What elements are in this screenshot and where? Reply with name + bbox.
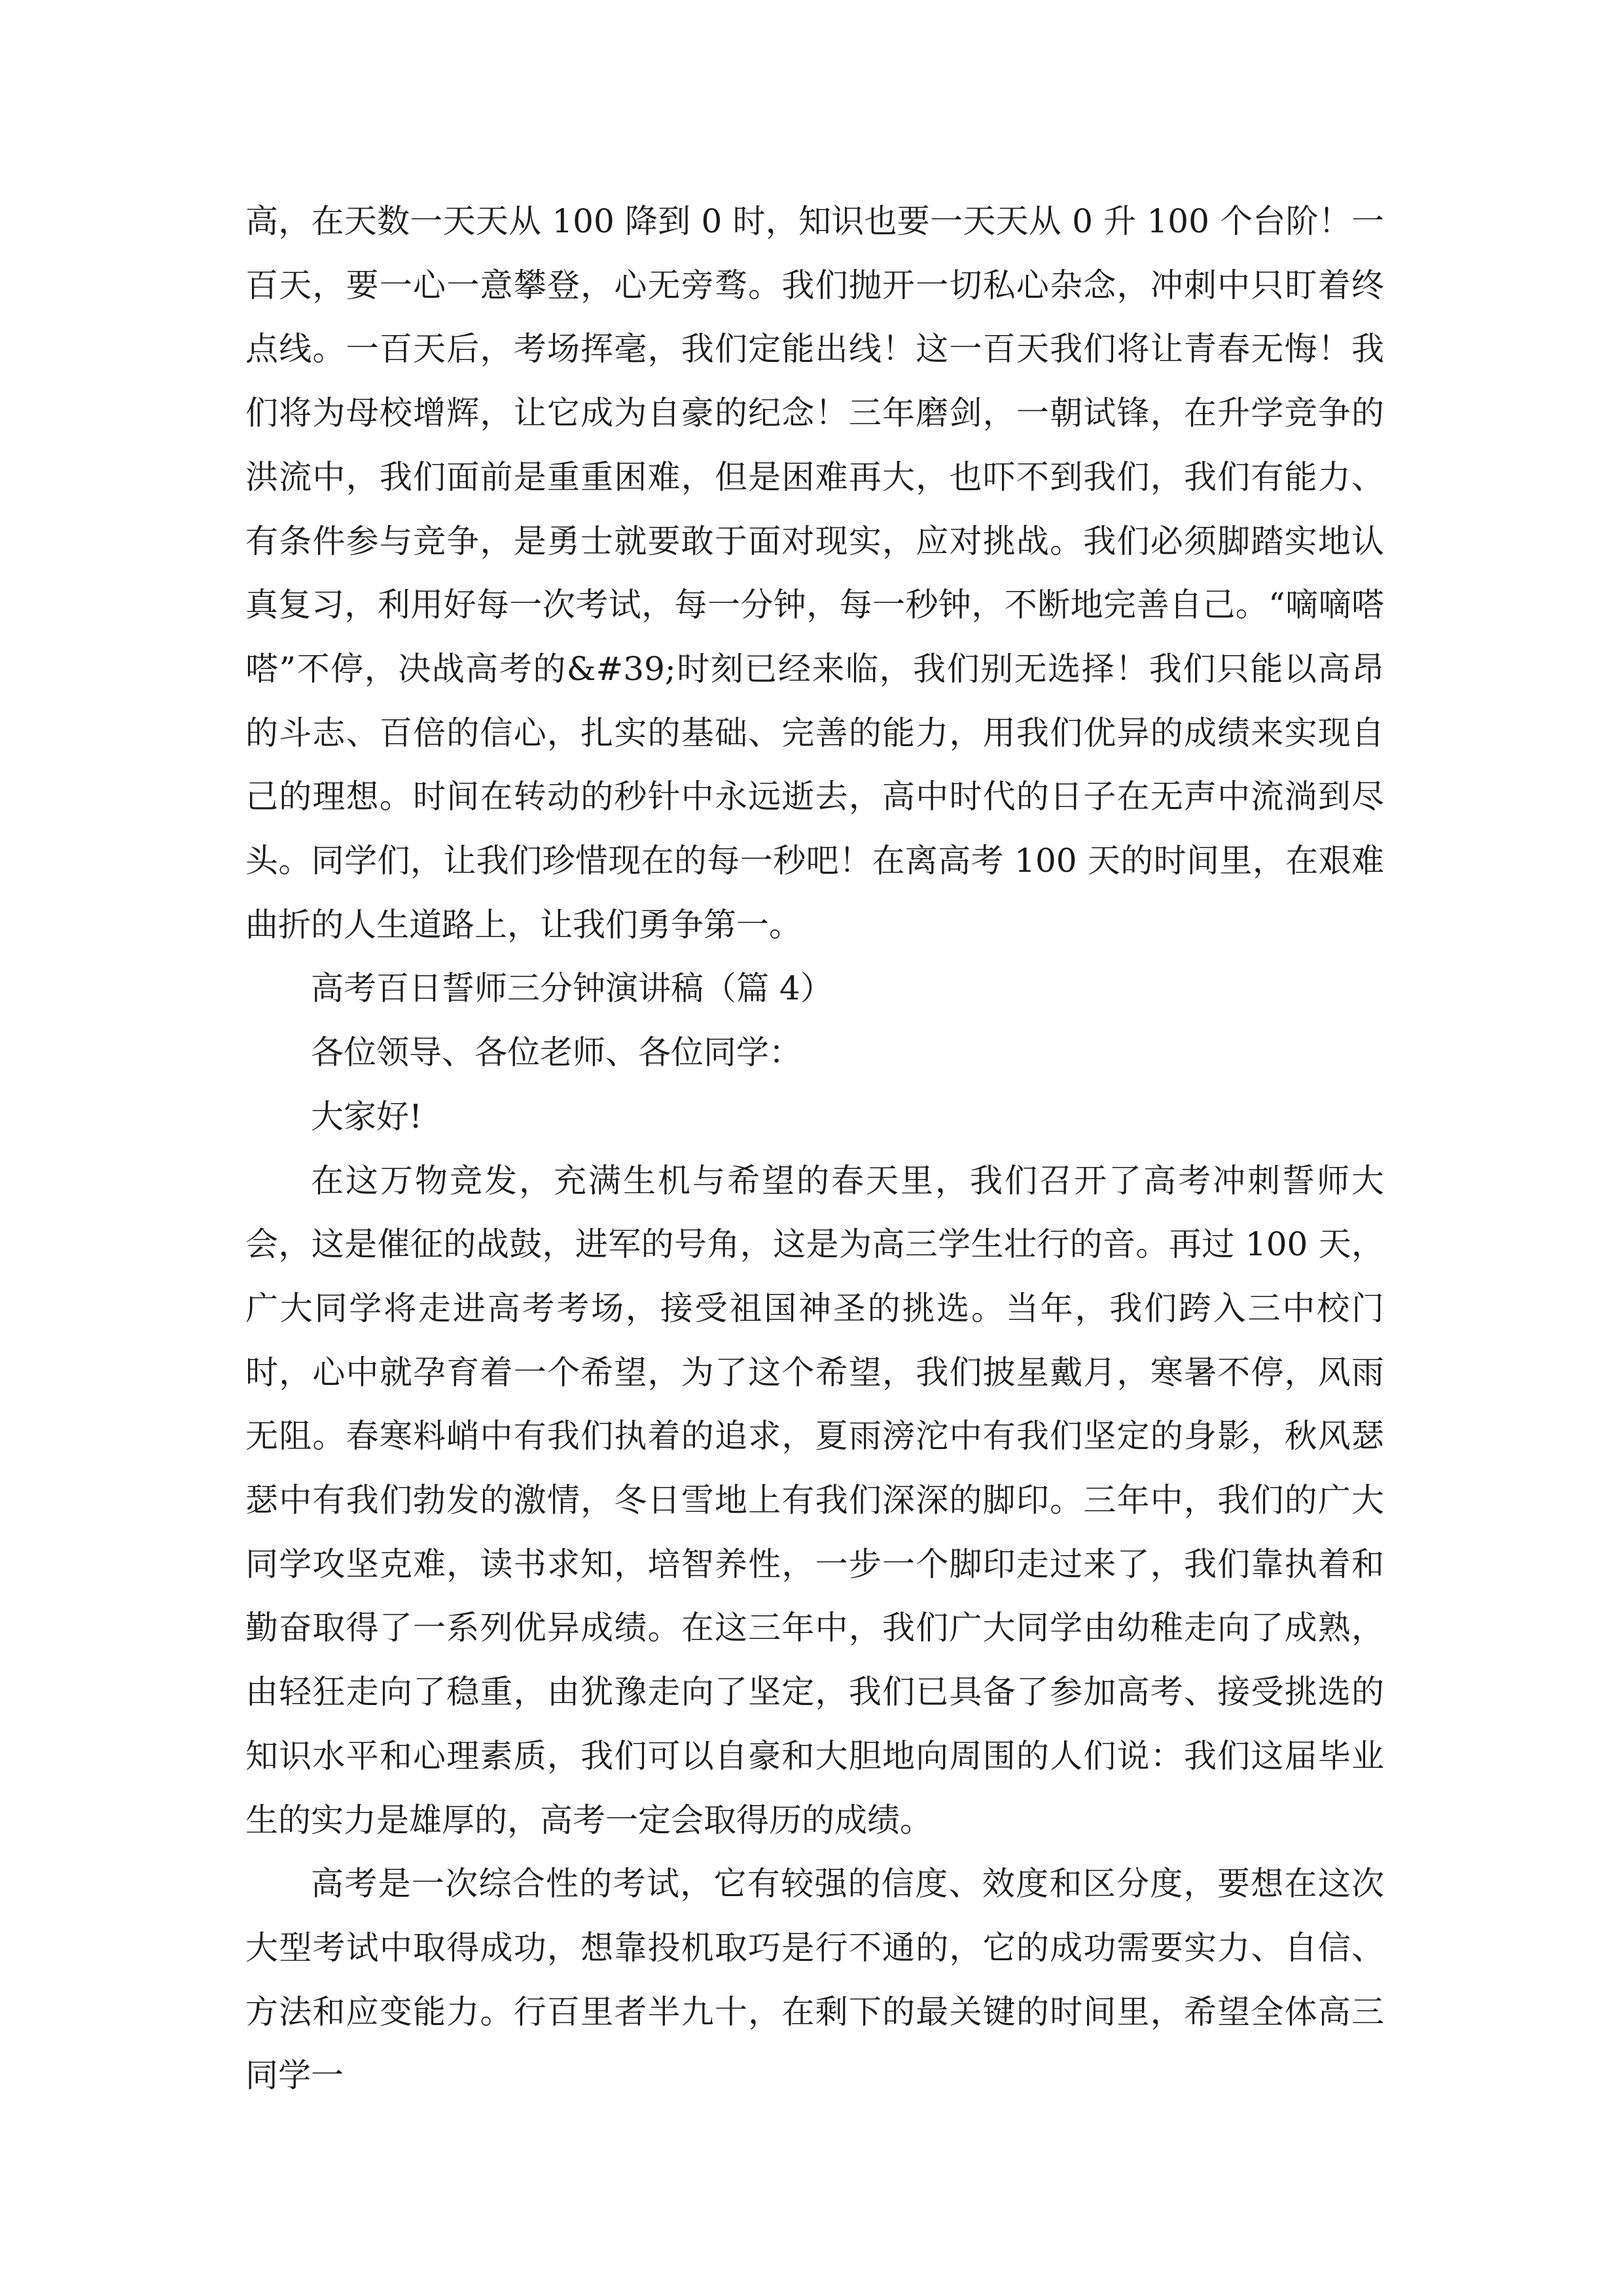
- paragraph-body: 在这万物竞发，充满生机与希望的春天里，我们召开了高考冲刺誓师大会，这是催征的战鼓，进军的号角，这是为高三学生壮行的音。再过 100 天，广大同学将走进高考考场，接受祖国神圣的挑选。当年，我们跨入三中校门时，心中就孕育着一个希望，为了这个希望，我们披星戴月，寒暑不停，风雨无阻。春寒料峭中有我们执着的追求，夏雨滂沱中有我们坚定的身影，秋风瑟瑟中有我们勃发的激情，冬日雪地上有我们深深的脚印。三年中，我们的广大同学攻坚克难，读书求知，培智养性，一步一个脚印走过来了，我们靠执着和勤奋取得了一系列优异成绩。在这三年中，我们广大同学由幼稚走向了成熟，由轻狂走向了稳重，由犹豫走向了坚定，我们已具备了参加高考、接受挑选的知识水平和心理素质，我们可以自豪和大胆地向周围的人们说：我们这届毕业生的实力是雄厚的，高考一定会取得历的成绩。: [245, 1161, 1384, 1839]
- greeting: 大家好!: [311, 1097, 423, 1136]
- salutation: 各位领导、各位老师、各位同学：: [311, 1033, 802, 1072]
- paragraph-continuation: 高，在天数一天天从 100 降到 0 时，知识也要一天天从 0 升 100 个台阶！一百天，要一心一意攀登，心无旁骛。我们抛开一切私心杂念，冲刺中只盯着终点线。一百天后，考场挥毫，我们定能出线！这一百天我们将让青春无悔！我们将为母校增辉，让它成为自豪的纪念！三年磨剑，一朝试锋，在升学竞争的洪流中，我们面前是重重困难，但是困难再大，也吓不到我们，我们有能力、有条件参与竞争，是勇士就要敢于面对现实，应对挑战。我们必须脚踏实地认真复习，利用好每一次考试，每一分钟，每一秒钟，不断地完善自己。“嘀嘀嗒嗒”不停，决战高考的&#39;时刻已经来临，我们别无选择！我们只能以高昂的斗志、百倍的信心，扎实的基础、完善的能力，用我们优异的成绩来实现自己的理想。时间在转动的秒针中永远逝去，高中时代的日子在无声中流淌到尽头。同学们，让我们珍惜现在的每一秒吧！在离高考 100 天的时间里，在艰难曲折的人生道路上，让我们勇争第一。: [245, 202, 1384, 944]
- section-heading: 高考百日誓师三分钟演讲稿（篇 4）: [311, 969, 833, 1008]
- document-body: [245, 190, 1384, 2108]
- paragraph-body: 高考是一次综合性的考试，它有较强的信度、效度和区分度，要想在这次大型考试中取得成功，想靠投机取巧是行不通的，它的成功需要实力、自信、方法和应变能力。行百里者半九十，在剩下的最关键的时间里，希望全体高三同学一: [245, 1865, 1384, 2095]
